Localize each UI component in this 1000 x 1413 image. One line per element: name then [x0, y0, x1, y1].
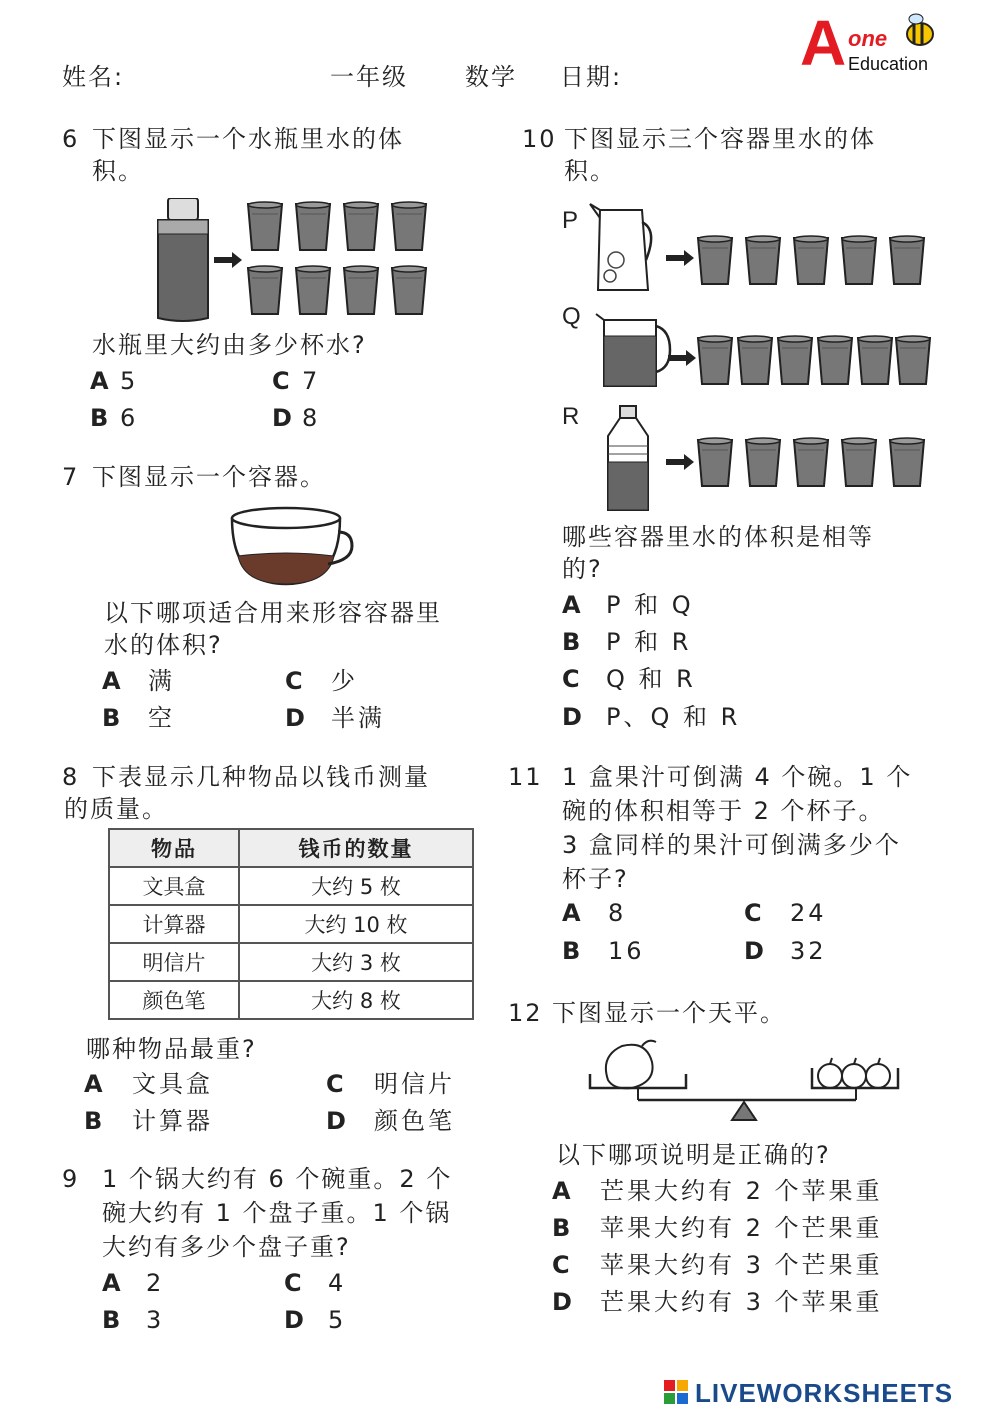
bottle-r-icon — [608, 406, 648, 510]
q8-question: 哪种物品最重? — [86, 1035, 257, 1063]
q7-question-line1: 以下哪项适合用来形容容器里 — [104, 599, 442, 627]
option-value: 8 — [302, 404, 321, 432]
option-letter: A — [102, 1269, 121, 1297]
option-value: 颜色笔 — [374, 1107, 455, 1135]
q11-text-line2: 碗的体积相等于 2 个杯子。 — [562, 797, 885, 825]
q8-text-line1: 下表显示几种物品以钱币测量 — [92, 763, 430, 791]
logo-education: Education — [848, 54, 929, 74]
option-value: 明信片 — [374, 1070, 455, 1098]
q7-option-c[interactable] — [285, 666, 358, 696]
option-letter: D — [326, 1107, 346, 1135]
liveworksheets-logo-icon — [664, 1380, 690, 1406]
option-value: 2 — [146, 1269, 165, 1297]
option-value: 计算器 — [132, 1107, 213, 1135]
bee-icon — [900, 12, 940, 52]
option-letter: B — [102, 1306, 121, 1334]
q6-text-line2: 积。 — [92, 157, 144, 185]
q7-text-line1: 下图显示一个容器。 — [92, 463, 326, 491]
option-value: P 和 R — [606, 628, 692, 656]
liveworksheets-brand: LIVEWORKSHEETS — [695, 1378, 954, 1408]
option-value: 3 — [146, 1306, 165, 1334]
q7-number: 7 — [62, 463, 80, 491]
option-letter: C — [552, 1251, 570, 1279]
q7-question-line2: 水的体积? — [104, 631, 223, 659]
q6-option-c[interactable] — [272, 366, 320, 396]
table-cell: 明信片 — [109, 943, 239, 981]
q6-option-b[interactable] — [90, 403, 138, 433]
grade-label: 一年级 — [330, 63, 408, 91]
q10-option-a[interactable] — [562, 590, 694, 620]
balance-scale-icon — [586, 1036, 906, 1126]
table-row — [109, 943, 473, 981]
q12-option-b[interactable] — [552, 1213, 883, 1243]
option-value: 4 — [328, 1269, 347, 1297]
q9-option-a[interactable] — [102, 1268, 164, 1298]
jug-p-icon — [590, 204, 651, 290]
container-label-q: Q — [562, 303, 583, 330]
aone-education-logo — [800, 7, 950, 82]
q6-text-line1: 下图显示一个水瓶里水的体 — [92, 125, 404, 153]
q12-text-line1: 下图显示一个天平。 — [552, 999, 786, 1027]
option-letter: D — [744, 937, 764, 965]
option-value: 16 — [608, 937, 645, 965]
option-letter: B — [562, 628, 581, 656]
name-label: 姓名: — [62, 63, 125, 91]
q11-text-line1: 1 盒果汁可倒满 4 个碗。1 个 — [562, 763, 913, 791]
q8-number: 8 — [62, 763, 80, 791]
q6-option-a[interactable] — [90, 366, 138, 396]
q7-option-a[interactable] — [102, 666, 175, 696]
option-value: P、Q 和 R — [606, 703, 741, 731]
table-cell: 大约 8 枚 — [239, 981, 473, 1019]
option-letter: A — [562, 591, 581, 619]
option-value: 苹果大约有 3 个芒果重 — [600, 1251, 883, 1279]
option-letter: C — [744, 899, 762, 927]
q7-option-b[interactable] — [102, 703, 175, 733]
q10-text-line1: 下图显示三个容器里水的体 — [564, 125, 876, 153]
option-letter: D — [272, 404, 292, 432]
option-value: 半满 — [331, 704, 385, 732]
q10-option-c[interactable] — [562, 664, 696, 694]
option-value: 5 — [120, 367, 139, 395]
q10-question-line1: 哪些容器里水的体积是相等 — [562, 523, 874, 551]
option-value: P 和 Q — [606, 591, 694, 619]
q11-text-line4: 杯子? — [562, 865, 629, 893]
option-value: 文具盒 — [132, 1070, 213, 1098]
q9-text-line1: 1 个锅大约有 6 个碗重。2 个 — [102, 1165, 453, 1193]
option-letter: C — [285, 667, 303, 695]
option-value: Q 和 R — [606, 665, 696, 693]
mass-table — [108, 828, 474, 1020]
q6-number: 6 — [62, 125, 80, 153]
option-letter: A — [90, 367, 109, 395]
q10-option-d[interactable] — [562, 702, 740, 732]
table-cell: 大约 5 枚 — [239, 867, 473, 905]
option-letter: B — [552, 1214, 571, 1242]
q10-question-line2: 的? — [562, 555, 603, 583]
table-cell: 颜色笔 — [109, 981, 239, 1019]
option-letter: A — [102, 667, 121, 695]
option-value: 5 — [328, 1306, 347, 1334]
option-letter: C — [284, 1269, 302, 1297]
q11-option-c[interactable] — [744, 898, 827, 928]
option-value: 芒果大约有 3 个苹果重 — [600, 1288, 883, 1316]
option-value: 满 — [148, 667, 175, 695]
option-value: 芒果大约有 2 个苹果重 — [600, 1177, 883, 1205]
option-value: 7 — [302, 367, 321, 395]
option-value: 苹果大约有 2 个芒果重 — [600, 1214, 883, 1242]
q8-option-d[interactable] — [326, 1106, 455, 1136]
q7-option-d[interactable] — [285, 703, 385, 733]
water-bottle-icon — [158, 198, 208, 321]
option-value: 少 — [331, 667, 358, 695]
q9-text-line2: 碗大约有 1 个盘子重。1 个锅 — [102, 1199, 452, 1227]
q9-option-d[interactable] — [284, 1305, 346, 1335]
logo-one: one — [848, 26, 888, 51]
q9-number: 9 — [62, 1165, 80, 1193]
container-label-p: P — [562, 207, 581, 234]
option-letter: C — [562, 665, 580, 693]
option-value: 24 — [790, 899, 827, 927]
option-letter: B — [90, 404, 109, 432]
option-letter: A — [84, 1070, 103, 1098]
logo-letter: A — [800, 7, 847, 79]
q6-question: 水瓶里大约由多少杯水? — [92, 331, 367, 359]
option-letter: D — [552, 1288, 572, 1316]
q10-option-b[interactable] — [562, 627, 691, 657]
option-letter: A — [552, 1177, 571, 1205]
option-letter: C — [272, 367, 290, 395]
q8-option-a[interactable] — [84, 1069, 213, 1099]
option-letter: D — [284, 1306, 304, 1334]
q12-option-c[interactable] — [552, 1250, 883, 1280]
table-cell: 计算器 — [109, 905, 239, 943]
q6-bottle-glasses-figure — [150, 198, 440, 326]
subject-label: 数学 — [465, 63, 517, 91]
q12-option-a[interactable] — [552, 1176, 883, 1206]
q9-option-b[interactable] — [102, 1305, 164, 1335]
q8-text-line2: 的质量。 — [64, 795, 168, 823]
table-cell: 大约 3 枚 — [239, 943, 473, 981]
option-letter: D — [285, 704, 305, 732]
table-cell: 大约 10 枚 — [239, 905, 473, 943]
option-letter: B — [102, 704, 121, 732]
q8-option-b[interactable] — [84, 1106, 213, 1136]
table-row — [109, 981, 473, 1019]
bowl-container-icon — [228, 504, 358, 588]
q11-option-b[interactable] — [562, 936, 645, 966]
q11-number: 11 — [508, 763, 543, 791]
option-letter: D — [562, 703, 582, 731]
table-header: 物品 — [109, 829, 239, 867]
table-header-row — [109, 829, 473, 867]
q10-containers-figure — [586, 200, 936, 512]
table-cell: 文具盒 — [109, 867, 239, 905]
q10-text-line2: 积。 — [564, 157, 616, 185]
q11-option-a[interactable] — [562, 898, 626, 928]
q10-number: 10 — [522, 125, 557, 153]
table-row — [109, 905, 473, 943]
q12-question: 以下哪项说明是正确的? — [556, 1141, 831, 1169]
q11-text-line3: 3 盒同样的果汁可倒满多少个 — [562, 831, 901, 859]
table-header: 钱币的数量 — [239, 829, 473, 867]
option-letter: A — [562, 899, 581, 927]
option-value: 32 — [790, 937, 827, 965]
container-label-r: R — [562, 403, 582, 430]
option-letter: C — [326, 1070, 344, 1098]
q11-option-d[interactable] — [744, 936, 827, 966]
q8-option-c[interactable] — [326, 1069, 455, 1099]
date-label: 日期: — [560, 63, 623, 91]
q12-option-d[interactable] — [552, 1287, 883, 1317]
option-letter: B — [84, 1107, 103, 1135]
option-value: 6 — [120, 404, 139, 432]
q9-option-c[interactable] — [284, 1268, 346, 1298]
q6-option-d[interactable] — [272, 403, 320, 433]
option-letter: B — [562, 937, 581, 965]
option-value: 空 — [148, 704, 175, 732]
table-row — [109, 867, 473, 905]
option-value: 8 — [608, 899, 627, 927]
q9-text-line3: 大约有多少个盘子重? — [102, 1233, 351, 1261]
measuring-jug-q-icon — [596, 314, 670, 386]
q12-number: 12 — [508, 999, 543, 1027]
